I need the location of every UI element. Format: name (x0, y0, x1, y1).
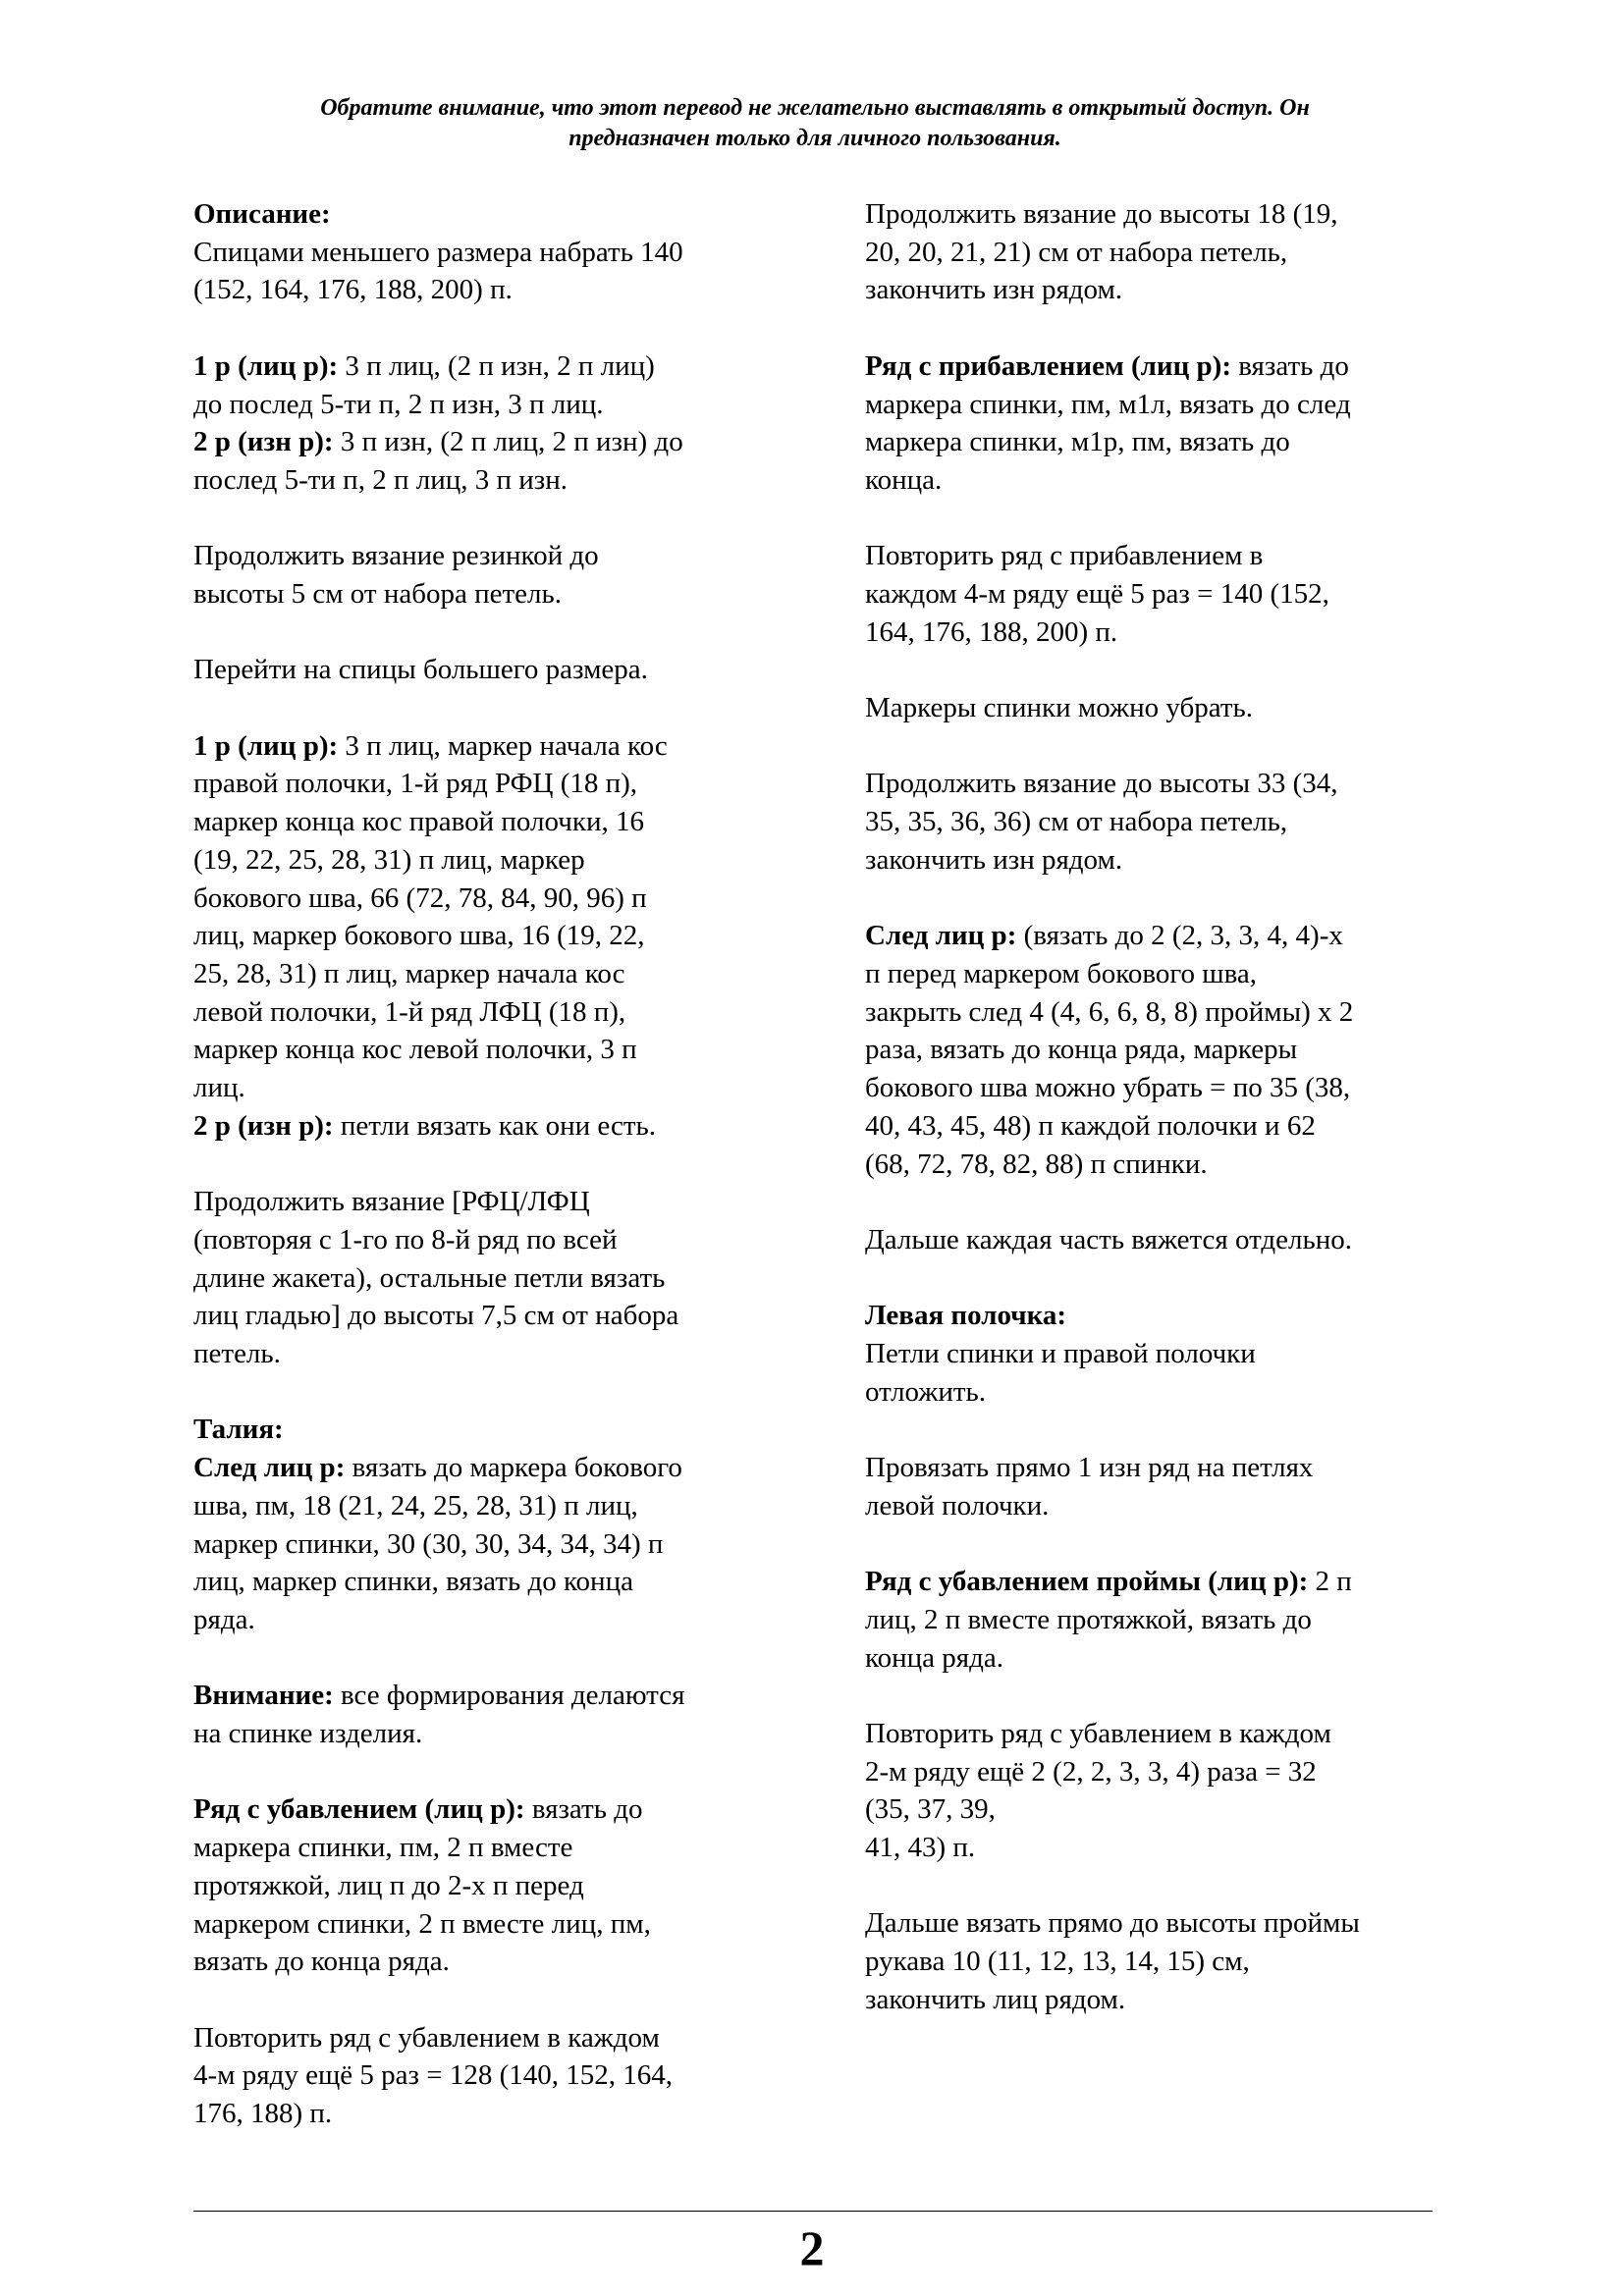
left-front-heading: Левая полочка: (865, 1300, 1067, 1332)
knit-wrong-row-paragraph: Провязать прямо 1 изн ряд на петлях левой полочки. (865, 1452, 1314, 1522)
left-column (193, 195, 783, 2133)
continue-height-18-paragraph: Продолжить вязание до высоты 18 (19, 20, 20, 21, 21) см от набора петель, закончить изн рядом. (865, 198, 1338, 306)
increase-row-text: вязать до маркера спинки, пм, м1л, вязать до след маркера спинки, м1р, пм, вязать до конца. (865, 349, 1351, 496)
repeat-armhole-decrease-paragraph: Повторить ряд с убавлением в каждом 2-м ряду ещё 2 (2, 2, 3, 3, 4) раза = 32 (35, 37, 39, 41, 43) п. (865, 1717, 1331, 1864)
separate-parts-paragraph: Дальше каждая часть вяжется отдельно. (865, 1223, 1352, 1255)
pattern-row-2-label: 2 р (изн р): (193, 1109, 334, 1142)
increase-row-paragraph (865, 347, 1454, 500)
rib-row-2-text: 3 п изн, (2 п лиц, 2 п изн) до послед 5-ти п, 2 п лиц, 3 п изн. (193, 426, 683, 496)
continue-rib-paragraph: Продолжить вязание резинкой до высоты 5 см от набора петель. (193, 540, 599, 610)
right-column (865, 195, 1454, 2019)
pattern-row-1 (193, 727, 783, 1107)
remove-markers-paragraph: Маркеры спинки можно убрать. (865, 692, 1253, 724)
pattern-row-1-label: 1 р (лиц р): (193, 729, 339, 762)
rib-row-2-label: 2 р (изн р): (193, 426, 334, 458)
armhole-next-row-text: (вязать до 2 (2, 3, 3, 4, 4)-х п перед маркером бокового шва, закрыть след 4 (4, 6, 6, 8, 8) проймы) х 2 раза, вязать до конца ряда, маркеры бокового шва можно убрать = по 35 (38, 40, 43, 45, 48) п каждой полочки и 62 (68, 72, 78, 82, 88) п спинки. (865, 920, 1354, 1180)
pattern-row-2-text: петли вязать как они есть. (333, 1109, 657, 1142)
left-front-text: Петли спинки и правой полочки отложить. (865, 1337, 1256, 1408)
rib-row-1-label: 1 р (лиц р): (193, 349, 339, 382)
armhole-next-row (865, 917, 1454, 1183)
repeat-increase-paragraph: Повторить ряд с прибавлением в каждом 4-м ряду ещё 5 раз = 140 (152, 164, 176, 188, 200) п. (865, 540, 1329, 648)
armhole-next-row-label: След лиц р: (865, 920, 1017, 952)
waist-next-row-text: вязать до маркера бокового шва, пм, 18 (21, 24, 25, 28, 31) п лиц, маркер спинки, 30 (30, 30, 34, 34, 34) п лиц, маркер спинки, вязать до конца ряда. (193, 1452, 682, 1635)
attention-label: Внимание: (193, 1680, 334, 1712)
decrease-row-paragraph (193, 1790, 783, 1981)
armhole-decrease-label: Ряд с убавлением проймы (лиц р): (865, 1566, 1309, 1598)
rib-row-2 (193, 423, 783, 499)
pattern-row-1-text: 3 п лиц, маркер начала кос правой полочки, 1-й ряд РФЦ (18 п), маркер конца кос правой полочки, 16 (19, 22, 25, 28, 31) п лиц, маркер бокового шва, 66 (72, 78, 84, 90, 96) п лиц, маркер бокового шва, 16 (19, 22, 25, 28, 31) п лиц, маркер начала кос левой полочки, 1-й ряд ЛФЦ (18 п), маркер конца кос левой полочки, 3 п лиц. (193, 729, 668, 1104)
description-heading: Описание: (193, 198, 331, 230)
page-number: 2 (799, 2220, 825, 2275)
decrease-row-text: вязать до маркера спинки, пм, 2 п вместе протяжкой, лиц п до 2-х п перед маркером спинки, 2 п вместе лиц, пм, вязать до конца ряда. (193, 1793, 651, 1978)
rib-row-1-text: 3 п лиц, (2 п изн, 2 п лиц) до послед 5-ти п, 2 п изн, 3 п лиц. (193, 349, 655, 420)
waist-heading: Талия: (193, 1414, 284, 1446)
disclaimer-notice: Обратите внимание, что этот перевод не желательно выставлять в открытый доступ. Он предназначен только для личного пользования. (320, 95, 1310, 151)
armhole-decrease-paragraph (865, 1563, 1454, 1677)
footer-divider (193, 2211, 1433, 2212)
waist-next-row (193, 1449, 783, 1639)
switch-needles-paragraph: Перейти на спицы большего размера. (193, 654, 648, 686)
attention-paragraph (193, 1677, 783, 1752)
pattern-row-2 (193, 1107, 783, 1146)
armhole-decrease-text: 2 п лиц, 2 п вместе протяжкой, вязать до конца ряда. (865, 1566, 1352, 1674)
decrease-row-label: Ряд с убавлением (лиц р): (193, 1793, 525, 1826)
increase-row-label: Ряд с прибавлением (лиц р): (865, 349, 1231, 382)
rib-row-1 (193, 347, 783, 423)
repeat-decrease-paragraph: Повторить ряд с убавлением в каждом 4-м ряду ещё 5 раз = 128 (140, 152, 164, 176, 188) п. (193, 2021, 674, 2130)
continue-height-33-paragraph: Продолжить вязание до высоты 33 (34, 35, 35, 36, 36) см от набора петель, закончить изн рядом. (865, 768, 1338, 876)
description-text: Спицами меньшего размера набрать 140 (152, 164, 176, 188, 200) п. (193, 236, 683, 306)
continue-armhole-paragraph: Дальше вязать прямо до высоты проймы рукава 10 (11, 12, 13, 14, 15) см, закончить лиц рядом. (865, 1907, 1360, 2015)
continue-pattern-paragraph: Продолжить вязание [РФЦ/ЛФЦ (повторяя с 1-го по 8-й ряд по всей длине жакета), остальные петли вязать лиц гладью] до высоты 7,5 см от набора петель. (193, 1186, 679, 1370)
waist-next-row-label: След лиц р: (193, 1452, 346, 1484)
attention-text: все формирования делаются на спинке изделия. (193, 1680, 685, 1750)
